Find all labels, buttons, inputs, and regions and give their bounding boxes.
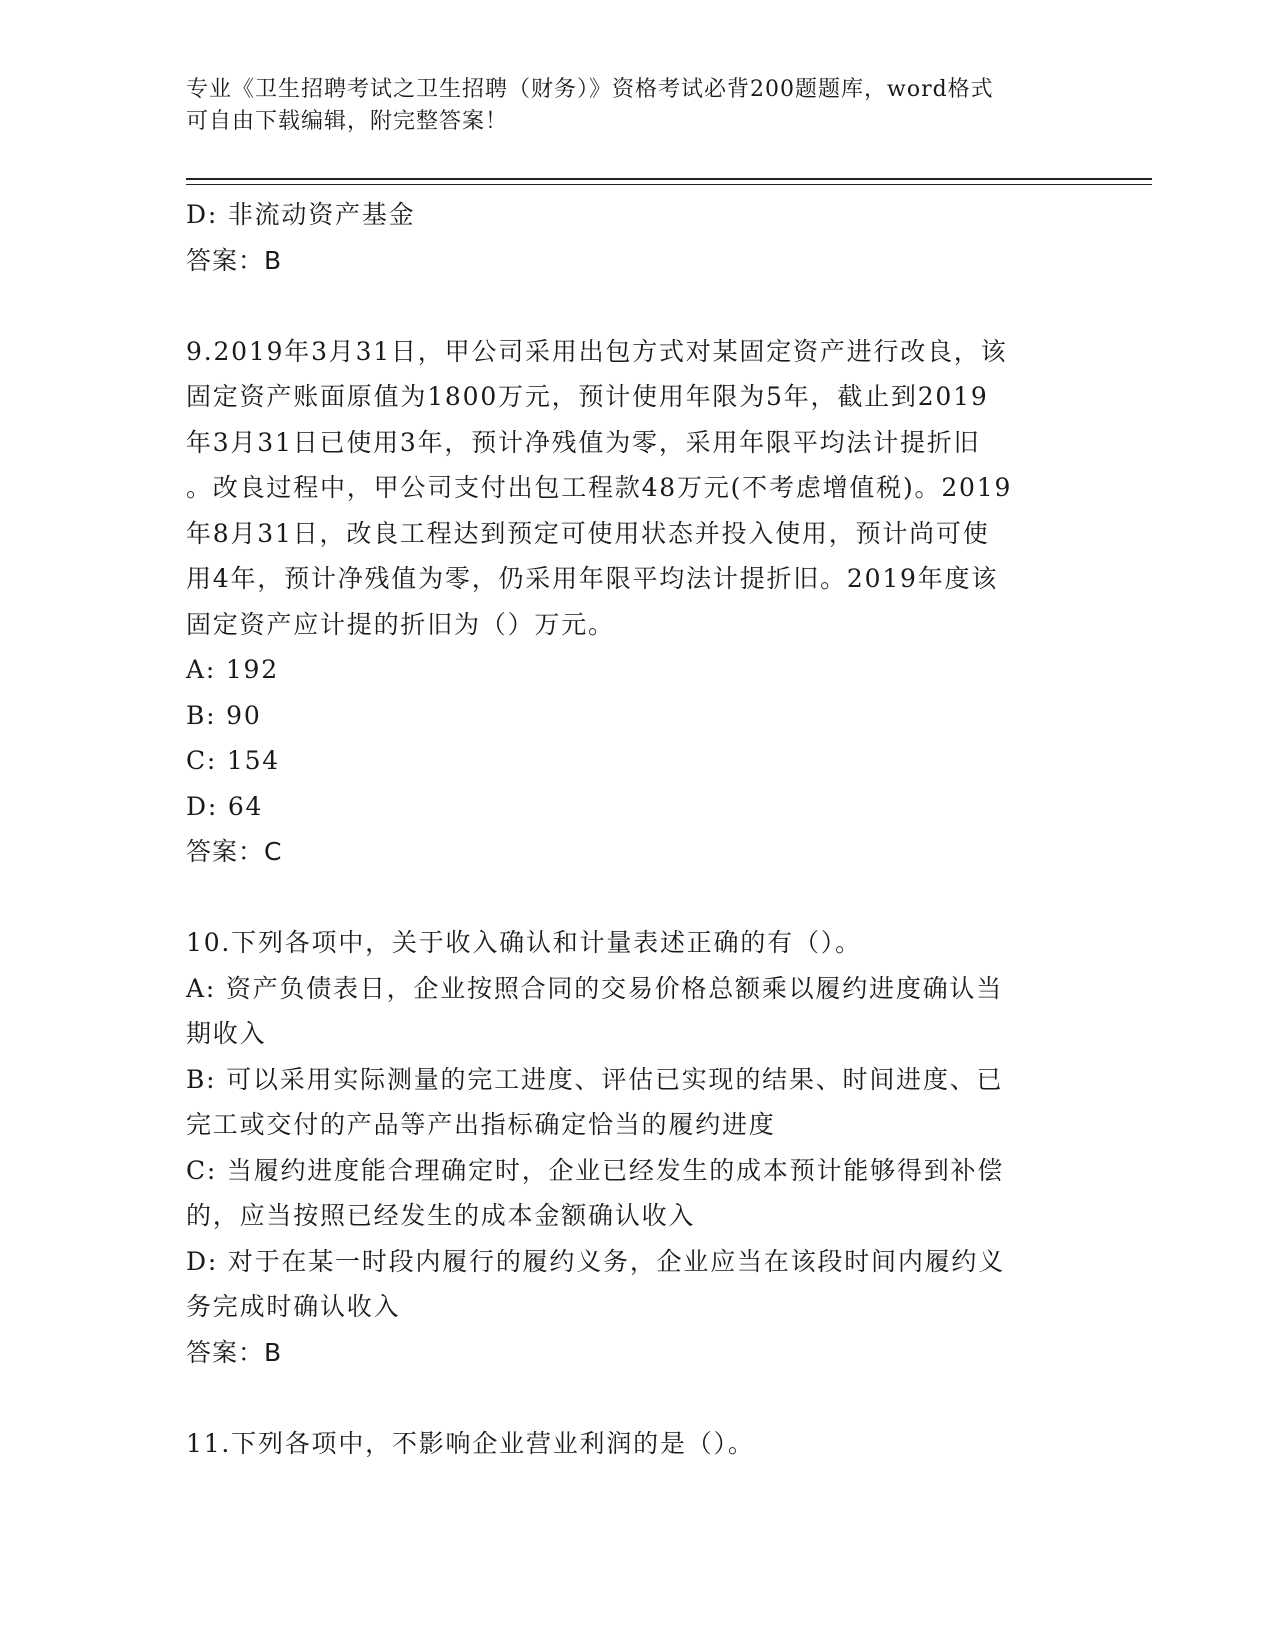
option-line: 期收入 [186, 1019, 267, 1048]
question-stem-line: 用4年，预计净残值为零，仍采用年限平均法计提折旧。2019年度该 [186, 564, 999, 593]
option-d: D: 64 [186, 791, 264, 821]
spacer [186, 875, 1086, 921]
option-line: B: 可以采用实际测量的完工进度、评估已实现的结果、时间进度、已 [186, 1064, 1004, 1094]
question-stem: 11.下列各项中，不影响企业营业利润的是（）。 [186, 1428, 755, 1458]
question-stem-line: 固定资产应计提的折旧为（）万元。 [186, 609, 615, 639]
answer: 答案：B [186, 1337, 283, 1367]
option-b: B: 90 [186, 700, 262, 730]
question-stem-line: 9.2019年3月31日，甲公司采用出包方式对某固定资产进行改良，该 [186, 336, 1008, 366]
question-stem: 10.下列各项中，关于收入确认和计量表述正确的有（）。 [186, 928, 862, 957]
header-line: 可自由下载编辑，附完整答案！ [186, 109, 509, 134]
option-c: C: 154 [186, 746, 281, 775]
option-line: D: 对于在某一时段内履行的履约义务，企业应当在该段时间内履约义 [186, 1246, 1006, 1276]
answer: 答案：C [186, 837, 283, 866]
document-body [186, 192, 1086, 1466]
option-line: A: 资产负债表日，企业按照合同的交易价格总额乘以履约进度确认当 [186, 973, 1004, 1003]
question-stem-line: 。改良过程中，甲公司支付出包工程款48万元(不考虑增值税)。2019 [186, 473, 1013, 502]
question-11 [186, 1421, 1086, 1467]
question-stem-line: 年8月31日，改良工程达到预定可使用状态并投入使用，预计尚可使 [186, 518, 990, 548]
question-stem-line: 年3月31日已使用3年，预计净残值为零，采用年限平均法计提折旧 [186, 427, 981, 457]
prev-answer: 答案：B [186, 245, 283, 275]
question-stem-line: 固定资产账面原值为1800万元，预计使用年限为5年，截止到2019 [186, 382, 989, 411]
option-a: A: 192 [186, 655, 279, 684]
option-line: 务完成时确认收入 [186, 1292, 401, 1321]
option-line: C: 当履约进度能合理确定时，企业已经发生的成本预计能够得到补偿 [186, 1155, 1005, 1185]
question-9 [186, 329, 1086, 875]
header-line: 专业《卫生招聘考试之卫生招聘（财务）》资格考试必背200题题库，word格式 [186, 77, 994, 102]
header-divider [186, 178, 1152, 180]
prev-option-d: D: 非流动资产基金 [186, 200, 416, 229]
option-line: 完工或交付的产品等产出指标确定恰当的履约进度 [186, 1110, 776, 1139]
spacer [186, 1375, 1086, 1421]
option-line: 的，应当按照已经发生的成本金额确认收入 [186, 1201, 696, 1230]
document-header [186, 74, 1086, 138]
question-10 [186, 920, 1086, 1375]
spacer [186, 283, 1086, 329]
header-divider-thin [186, 184, 1152, 185]
